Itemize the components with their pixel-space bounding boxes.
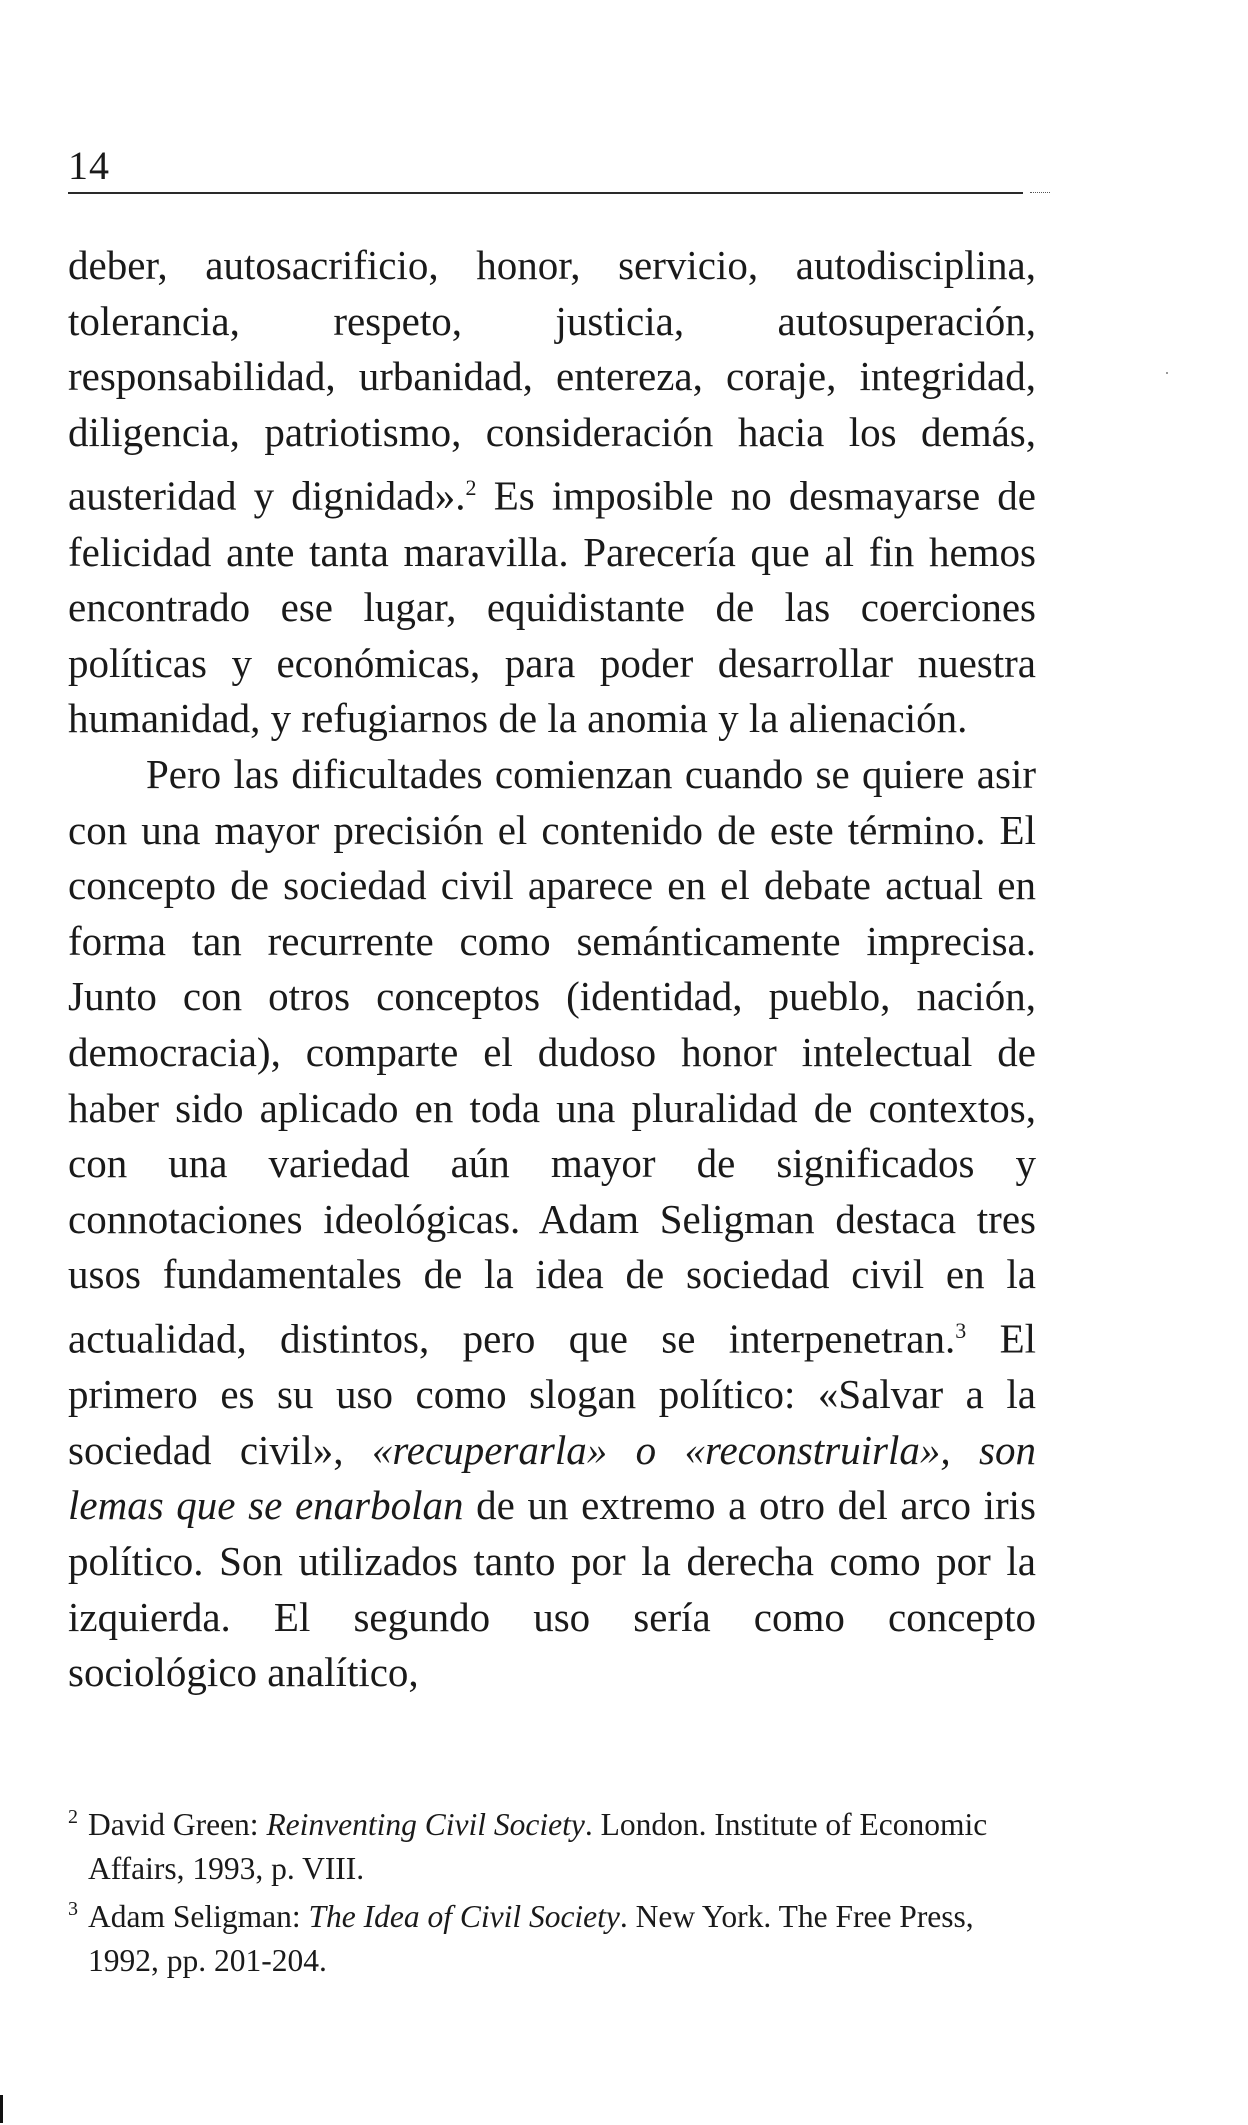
paragraph-1-tail: Es imposible no desmayarse de felicidad ante tanta maravilla. Parecería que al fin hemos encontrado ese lugar, equidistante de las coerciones políticas y económicas, para poder desarrollar nuestra humanidad, y refugiarnos de la anomia y la alienación.	[68, 473, 1037, 742]
paragraph-2-text-c: de un extremo a otro del arco iris político. Son utilizados tanto por la derecha como por la izquierda. El segundo uso sería como concepto sociológico analítico,	[68, 1482, 1036, 1696]
footnote-marker: 2	[68, 1806, 78, 1828]
footnote-ref-2: 2	[465, 475, 477, 501]
header-rule	[68, 192, 1023, 194]
footnote-ref-3: 3	[955, 1317, 967, 1343]
footnote-3	[68, 1895, 1036, 1983]
paragraph-1	[68, 238, 1036, 747]
header-rule-tail	[1030, 192, 1050, 193]
footnote-marker: 3	[68, 1898, 78, 1920]
scan-speck	[1166, 372, 1168, 374]
paragraph-2-italic: «recuperarla» o «reconstruirla», son lemas que se enarbolan	[68, 1426, 1036, 1529]
paragraph-1-text: deber, autosacrificio, honor, servicio, autodisciplina, tolerancia, respeto, justicia, autosuperación, responsabilidad, urbanidad, entereza, coraje, integridad, diligencia, patriotismo, consideración hacia los demás, austeridad y dignidad».	[68, 242, 1036, 520]
scan-edge-mark	[0, 2095, 3, 2123]
footnote-author: Adam Seligman:	[88, 1899, 309, 1934]
footnote-title: The Idea of Civil Society	[308, 1899, 620, 1934]
body-text	[68, 238, 1036, 1701]
footnote-author: David Green:	[88, 1807, 267, 1842]
footnote-title: Reinventing Civil Society	[266, 1807, 585, 1842]
paragraph-2-text-a: Pero las dificultades comienzan cuando se quiere asir con una mayor precisión el contenido de este término. El concepto de sociedad civil aparece en el debate actual en forma tan recurrente como semánticamente imprecisa. Junto con otros conceptos (identidad, pueblo, nación, democracia), comparte el dudoso honor intelectual de haber sido aplicado en toda una pluralidad de contextos, con una variedad aún mayor de significados y connotaciones ideológicas. Adam Seligman destaca tres usos fundamentales de la idea de sociedad civil en la actualidad, distintos, pero que se interpenetran.	[68, 751, 1036, 1362]
footnotes	[68, 1803, 1036, 1987]
footnote-publication: . New York. The Free Press, 1992, pp. 201-204.	[88, 1899, 974, 1978]
footnote-publication: . London. Institute of Economic Affairs, 1993, p. VIII.	[88, 1807, 988, 1886]
paragraph-2	[68, 747, 1036, 1701]
paragraph-2-text-b: El primero es su uso como slogan político: «Salvar a la sociedad civil»,	[68, 1315, 1037, 1473]
footnote-2	[68, 1803, 1036, 1891]
page-number: 14	[68, 143, 110, 188]
